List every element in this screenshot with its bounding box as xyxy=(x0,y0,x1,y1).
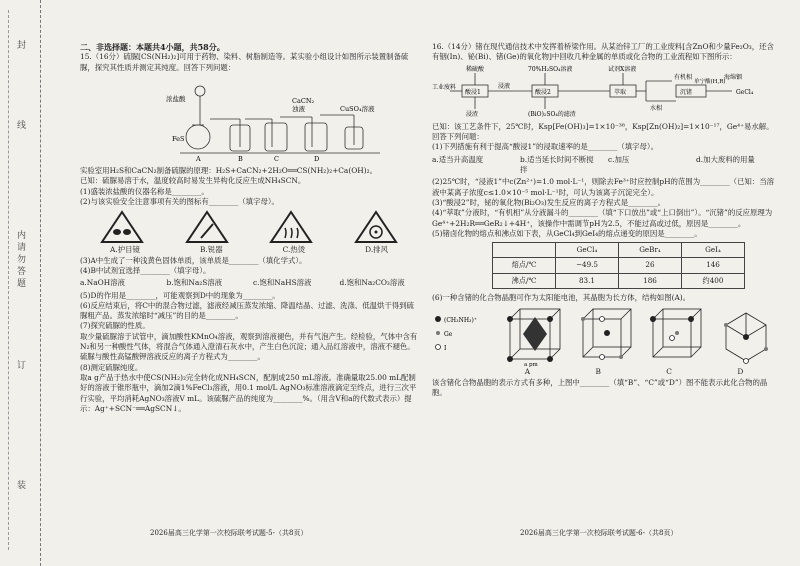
crystal-cell-d xyxy=(716,305,776,367)
goggles-icon xyxy=(100,210,144,244)
legend-label: (CH₃NH₃)⁺ xyxy=(444,317,477,325)
legend-label: I xyxy=(444,345,447,353)
label-b: B xyxy=(238,154,243,161)
table-cell: −49.5 xyxy=(556,258,619,273)
flow-reagent: 试剂X溶液 xyxy=(608,65,637,73)
page-footer-5: 2026届高三化学第一次校际联考试题-5-（共8页） xyxy=(150,529,308,537)
flow-reagent: 单宁酸(H,R) xyxy=(694,78,726,85)
ventilation-icon xyxy=(354,210,398,244)
flow-residue: (BiO)₂SO₄的滤渣 xyxy=(528,110,576,117)
label-a: A xyxy=(196,154,201,161)
binding-label: 答 xyxy=(15,266,25,275)
q15-8-text: 取a g产品于热水中使CS(NH₂)₂完全转化成NH₄SCN，配制成250 mL溶液。准确量取25.00 mL配制好的溶液于锥形瓶中，滴加2滴1%FeCl₃溶液，用0.1 mol/L AgNO₃标准溶液滴定至终点，进行三次平行实验，平均消耗AgNO₃溶液V mL。该硫脲产品的纯度为________%。（用含V和a的代数式表示）提示：Ag⁺+SCN⁻══AgSCN↓。 xyxy=(80,372,417,413)
q15-5: (5)D的作用是________，可能观察到D中的现象为________。 xyxy=(80,290,280,300)
option: c.饱和NaHS溶液 xyxy=(253,278,312,288)
table-cell: 146 xyxy=(682,258,745,273)
flow-step: 沉锗 xyxy=(680,88,693,96)
table-cell: 熔点/℃ xyxy=(493,258,556,273)
safety-labels xyxy=(80,245,418,255)
option-label: A.护目镜 xyxy=(110,245,140,255)
q16-answer-prompt: 回答下列问题： xyxy=(432,132,484,142)
flow-stream: 水相 xyxy=(650,104,663,112)
crystal-caption: C xyxy=(666,367,672,377)
q16-1-options xyxy=(432,155,776,176)
sharp-object-icon xyxy=(185,210,229,244)
cell-dimension: a pm xyxy=(523,362,538,368)
binding-label: 订 xyxy=(15,360,25,369)
page-6 xyxy=(432,42,776,398)
q16-4: (4)“萃取”分液时，“有机相”从分液漏斗的________（填“下口放出”或“上口倒出”）。“沉锗”的反应原理为Ge⁴⁺+2H₂R══GeR₂↓+4H⁺，该操作中需调节pH为2.5，不能过高或过低，原因是________。 xyxy=(432,208,773,228)
page-5 xyxy=(80,42,418,414)
binding-label: 请 xyxy=(15,242,25,251)
label-c: C xyxy=(274,154,279,161)
table-cell: GeBr₄ xyxy=(619,243,682,258)
table-row xyxy=(493,273,745,288)
crystal-caption: B xyxy=(595,367,601,377)
option: a.NaOH溶液 xyxy=(80,278,125,288)
binding-label: 内 xyxy=(15,230,25,239)
label-cacn2-suffix: 浊液 xyxy=(292,104,305,113)
legend-label: Ge xyxy=(444,331,453,339)
table-cell: 约400 xyxy=(682,273,745,288)
binding-label: 装 xyxy=(15,480,25,489)
q15-7-text: 取少量硫脲溶于试管中，滴加酸性KMnO₄溶液，观察到溶液褪色，并有气泡产生。经检验，气体中含有N₂和另一种酸性气体，将混合气体通入澄清石灰水中，产生白色沉淀；通入品红溶液中，溶液不褪色。硫脲与酸性高锰酸钾溶液反应的离子方程式为________。 xyxy=(80,331,418,362)
q16-2: (2)25℃时，“浸液1”中c(Zn²⁺)=1.0 mol·L⁻¹，则除去Fe³⁺时应控制pH的范围为________（已知：当溶液中某离子浓度c≤1.0×10⁻⁵ mol·L⁻¹时，可认为该离子沉淀完全）。 xyxy=(432,177,774,197)
option: d.加大废料的用量 xyxy=(696,154,755,164)
page-footer-6: 2026届高三化学第一次校际联考试题-6-（共8页） xyxy=(520,529,678,537)
binding-label: 题 xyxy=(15,278,25,287)
table-cell xyxy=(493,243,556,258)
process-flowchart xyxy=(432,65,776,117)
section-title: 二、非选择题：本题共4小题，共58分。 xyxy=(80,42,225,52)
option: b.饱和Na₂S溶液 xyxy=(166,278,223,288)
label-cuso4: CuSO₄溶液 xyxy=(340,104,375,113)
table-cell: 186 xyxy=(619,273,682,288)
q15-8: (8)测定硫脲纯度。 xyxy=(80,362,143,372)
flow-product: 海绵铟 xyxy=(724,73,743,81)
q15-4: (4)B中试剂宜选择________（填字母）。 xyxy=(80,265,211,275)
table-row xyxy=(493,258,745,273)
flow-waste: 工业废料 xyxy=(432,83,457,91)
q16-1: (1)下列措施有利于提高“酸浸1”的浸取速率的是________（填字母）。 xyxy=(432,142,658,152)
label-cacn2: CaCN₂ xyxy=(292,96,315,105)
option: a.适当升高温度 xyxy=(432,154,484,164)
flow-step: 酸浸1 xyxy=(465,88,481,96)
q16-known: 已知：该工艺条件下，25℃时，Ksp[Fe(OH)₃]=1×10⁻³⁸，Ksp[Zn(OH)₂]=1×10⁻¹⁷，Ge⁴⁺易水解。 xyxy=(432,121,774,131)
flow-stream: 浸液 xyxy=(498,82,511,90)
crystal-cell-a xyxy=(502,305,568,367)
crystal-caption: A xyxy=(524,367,531,377)
binding-label: 线 xyxy=(15,120,25,129)
q16-3: (3)“酸浸2”时，铋的氧化物(Bi₂O₃)发生反应的离子方程式是________。 xyxy=(432,197,666,207)
q15-6: (6)反应结束后，将C中的混合物过滤，滤液经减压蒸发浓缩、降温结晶、过滤、洗涤、低温烘干得到硫脲粗产品。蒸发浓缩时“减压”的目的是________。 xyxy=(80,300,414,321)
known-text: 已知：硫脲易溶于水，温度较高时易发生异构化反应生成NH₄SCN。 xyxy=(80,176,306,186)
binding-label: 封 xyxy=(15,40,25,49)
q15-7: (7)探究硫脲的性质。 xyxy=(80,321,150,331)
crystal-caption: D xyxy=(737,367,744,377)
q16-6: (6)一种含锗的化合物晶胞可作为太阳能电池，其晶胞为长方体，结构如图(A)。 xyxy=(432,293,691,303)
hot-surface-icon xyxy=(269,210,313,244)
q15-2: (2)与该实验安全注意事项有关的图标有________（填字母）。 xyxy=(80,197,279,207)
flow-product: GeCl₄ xyxy=(736,88,754,96)
binding-margin xyxy=(0,0,41,566)
q16-5: (5)锗卤化物的熔点和沸点如下表，从GeCl₄到GeI₄的熔点递变的原因是________。 xyxy=(432,228,702,238)
flow-reagent: 稀硫酸 xyxy=(466,65,485,73)
binding-label: 勿 xyxy=(15,254,25,263)
label-d: D xyxy=(314,154,320,161)
q15-4-options xyxy=(80,278,418,288)
option-label: D.排风 xyxy=(365,245,388,255)
q15-1: (1)盛装浓盐酸的仪器名称是________。 xyxy=(80,186,209,196)
option-label: C.热烫 xyxy=(282,245,306,255)
table-header-row xyxy=(493,243,745,258)
crystal-legend xyxy=(432,305,492,367)
flow-stream: 有机相 xyxy=(674,73,693,81)
crystal-figures xyxy=(432,305,776,367)
label-fes: FeS xyxy=(172,134,185,143)
option: b.适当延长时间不断搅拌 xyxy=(520,154,594,175)
flow-reagent: 70%H₂SO₄溶液 xyxy=(528,65,573,73)
option: d.饱和Na₂CO₃溶液 xyxy=(339,278,405,288)
principle-text: 实验室用H₂S和CaCN₂制备硫脲的原理：H₂S+CaCN₂+2H₂O══CS(NH₂)₂+Ca(OH)₂。 xyxy=(80,166,377,176)
table-cell: 26 xyxy=(619,258,682,273)
table-cell: GeI₄ xyxy=(682,243,745,258)
safety-icons xyxy=(80,210,418,244)
option: c.加压 xyxy=(608,154,630,164)
crystal-captions xyxy=(492,367,776,377)
flow-step: 酸浸2 xyxy=(535,88,551,96)
flow-residue: 浸渣 xyxy=(466,110,479,117)
q16-6-tail: 该含锗化合物晶胞的表示方式有多种，上图中________（填“B”、“C”或“D”）图不能表示此化合物的晶胞。 xyxy=(432,377,768,397)
table-cell: 83.1 xyxy=(556,273,619,288)
crystal-cell-b xyxy=(577,305,637,367)
crystal-cell-c xyxy=(647,305,707,367)
apparatus-diagram xyxy=(80,75,418,161)
table-cell: 沸点/℃ xyxy=(493,273,556,288)
halide-table xyxy=(492,242,745,289)
q15-intro: 15.（16分）硫脲[CS(NH₂)₂]可用于药物、染料、树脂制造等。某实验小组设计如图所示装置制备硫脲，探究其性质并测定其纯度。回答下列问题： xyxy=(80,52,409,72)
q15-3: (3)A中生成了一种浅黄色固体单质，该单质是________（填化学式）。 xyxy=(80,255,307,265)
flow-step: 萃取 xyxy=(614,88,627,96)
table-cell: GeCl₄ xyxy=(556,243,619,258)
option-label: B.锐器 xyxy=(199,245,223,255)
label-hcl: 浓盐酸 xyxy=(166,94,186,103)
q16-intro: 16.（14分）锗在现代通信技术中发挥着桥梁作用。从某治锌工厂的工业废料[含ZnO和少量Fe₂O₃，还含有铟(In)、铋(Bi)、锗(Ge)的氧化物]中回收几种金属的单质或化合物的工业流程如下图所示： xyxy=(432,42,774,62)
